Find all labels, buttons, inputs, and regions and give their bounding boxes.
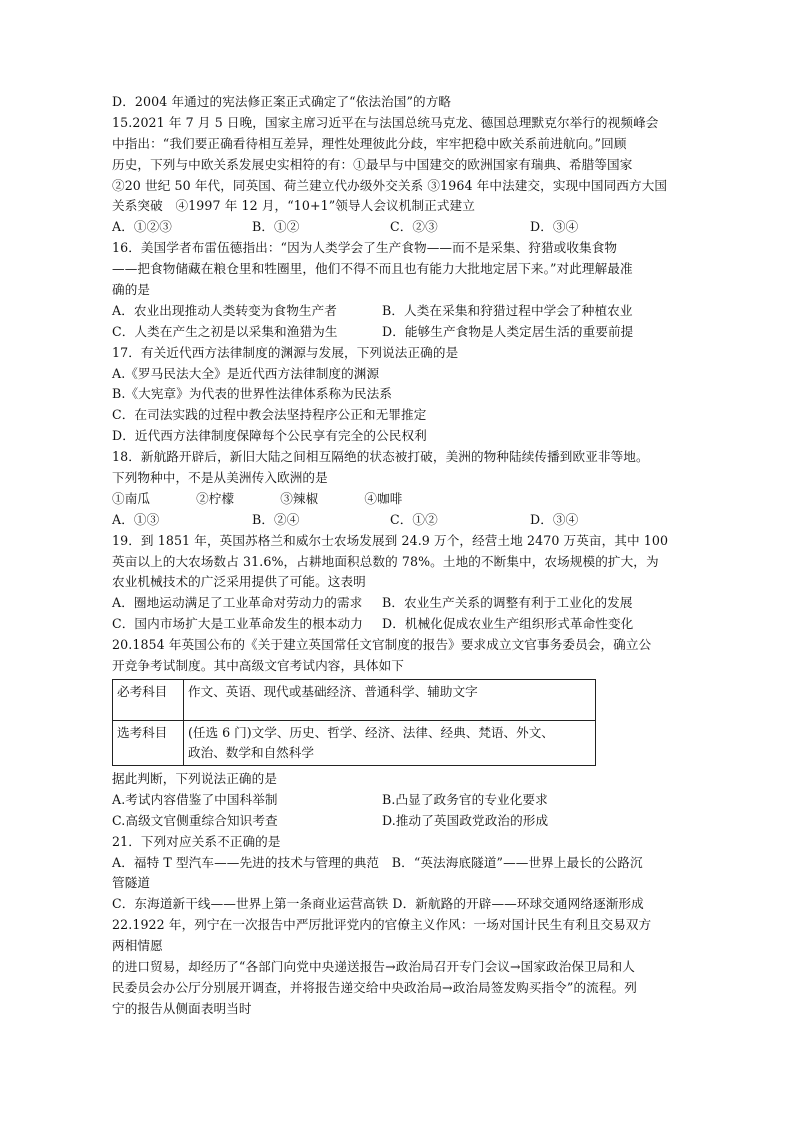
question-18 [112, 447, 702, 531]
question-20 [112, 635, 702, 831]
options-row [112, 614, 702, 635]
options-row [112, 510, 702, 531]
text-line: 民委员会办公厅分别展开调查，并将报告递交给中央政治局→政治局签发购买指令”的流程。列 [112, 979, 637, 995]
option-a: A.《罗马民法大全》是近代西方法律制度的渊源 [112, 365, 380, 381]
options-row [112, 811, 702, 832]
text-line: 下列物种中，不是从美洲传入欧洲的是 [112, 470, 328, 486]
question-17 [112, 343, 702, 447]
cell-line: 政治、数学和自然科学 [188, 744, 314, 760]
table-row [113, 679, 596, 720]
option-a: A．①③ [112, 511, 160, 527]
option-c: C.高级文官侧重综合知识考查 [112, 812, 278, 828]
text-line: 19．到 1851 年，英国苏格兰和威尔士农场发展到 24.9 万个，经营土地 2470 万英亩，其中 100 [112, 532, 669, 548]
question-19 [112, 531, 702, 635]
text-line: 历史，下列与中欧关系发展史实相符的有：①最早与中国建交的欧洲国家有瑞典、希腊等国家 [112, 156, 633, 172]
text-line: 据此判断，下列说法正确的是 [112, 770, 278, 786]
text-line: 17．有关近代西方法律制度的渊源与发展，下列说法正确的是 [112, 344, 459, 360]
text-line: 关系突破 ④1997 年 12 月，“10+1”领导人会议机制正式建立 [112, 198, 475, 214]
text-line: 21．下列对应关系不正确的是 [112, 833, 281, 849]
options-row [112, 301, 702, 322]
text-line: 中指出：“我们要正确看待相互差异，理性处理彼此分歧，牢牢把稳中欧关系前进航向。”回顾 [112, 135, 627, 151]
text-line: ②20 世纪 50 年代，同英国、荷兰建立代办级外交关系 ③1964 年中法建交，实现中国同西方大国 [112, 177, 668, 193]
option-b: B.《大宪章》为代表的世界性法律体系称为民法系 [112, 386, 393, 402]
text-line: 两相情愿 [112, 938, 163, 954]
option-b: B．农业生产关系的调整有利于工业化的发展 [382, 595, 633, 611]
table-cell: 必考科目 [113, 679, 184, 720]
text-line: D．2004 年通过的宪法修正案正式确定了“依法治国”的方略 [112, 94, 452, 109]
exam-subjects-table [112, 679, 596, 766]
option-a: A.考试内容借鉴了中国科举制 [112, 791, 278, 807]
text-line: A．福特 T 型汽车——先进的技术与管理的典范 B．“英法海底隧道”——世界上最长的公路沉 [112, 854, 643, 870]
table-cell [184, 720, 596, 765]
option-d: D．③④ [530, 511, 579, 527]
text-line: ——把食物储藏在粮仓里和牲圈里，他们不得不而且也有能力大批地定居下来。”对此理解最准 [112, 261, 633, 277]
options-row [112, 593, 702, 614]
text-line: 15.2021 年 7 月 5 日晚，国家主席习近平在与法国总统马克龙、德国总理默克尔举行的视频峰会 [112, 114, 659, 130]
option-a: A．圈地运动满足了工业革命对劳动力的需求 [112, 595, 363, 611]
text-line: 22.1922 年，列宁在一次报告中严厉批评党内的官僚主义作风：一场对国计民生有利且交易双方 [112, 917, 652, 933]
option-c: C．①② [390, 511, 438, 527]
text-line: C．东海道新干线——世界上第一条商业运营高铁 D．新航路的开辟——环球交通网络逐渐形成 [112, 896, 644, 912]
option-c: C．国内市场扩大是工业革命发生的根本动力 [112, 616, 363, 632]
option-c: C．在司法实践的过程中教会法坚持程序公正和无罪推定 [112, 407, 427, 423]
option-b: B．②④ [252, 511, 300, 527]
options-row [112, 217, 702, 238]
option-d: D．近代西方法律制度保障每个公民享有完全的公民权利 [112, 428, 427, 444]
option-c: C．人类在产生之初是以采集和渔猎为生 [112, 323, 338, 339]
option-b: B．人类在采集和狩猎过程中学会了种植农业 [382, 302, 633, 318]
option-d: D．能够生产食物是人类定居生活的重要前提 [382, 323, 634, 339]
option-d: D．③④ [530, 219, 579, 235]
options-row [112, 790, 702, 811]
options-row [112, 322, 702, 343]
items-row [112, 489, 702, 510]
text-line: 农业机械技术的广泛采用提供了可能。这表明 [112, 574, 366, 590]
table-cell: 选考科目 [113, 720, 184, 765]
item: ②柠檬 [196, 490, 235, 506]
option-a: A．①②③ [112, 219, 172, 235]
text-line: 确的是 [112, 282, 151, 298]
text-line: 管隧道 [112, 875, 151, 891]
text-line: 18．新航路开辟后，新旧大陆之间相互隔绝的状态被打破，美洲的物种陆续传播到欧亚非等地。 [112, 449, 649, 465]
text-line: 20.1854 年英国公布的《关于建立英国常任文官制度的报告》要求成立文官事务委员会，确立公 [112, 637, 652, 653]
option-b: B．①② [252, 219, 300, 235]
text-line: 的进口贸易，却经历了“各部门向党中央递送报告→政治局召开专门会议→国家政治保卫局和人 [112, 958, 635, 974]
question-16 [112, 238, 702, 342]
option-d: D．机械化促成农业生产组织形式革命性变化 [382, 616, 634, 632]
option-a: A．农业出现推动人类转变为食物生产者 [112, 302, 337, 318]
text-line: 开竞争考试制度。其中高级文官考试内容，具体如下 [112, 658, 404, 674]
table-row [113, 720, 596, 765]
question-22 [112, 915, 702, 1019]
text-line: 16．美国学者布雷伍德指出：“因为人类学会了生产食物——而不是采集、狩猎或收集食物 [112, 240, 618, 256]
question-15 [112, 113, 702, 238]
exam-page [112, 92, 702, 1020]
item: ④咖啡 [364, 490, 403, 506]
option-b: B.凸显了政务官的专业化要求 [382, 791, 548, 807]
question-21 [112, 832, 702, 916]
q14-tail [112, 92, 702, 113]
option-d: D.推动了英国政党政治的形成 [382, 812, 549, 828]
option-c: C．②③ [390, 219, 438, 235]
item: ①南瓜 [112, 490, 151, 506]
text-line: 宁的报告从侧面表明当时 [112, 1000, 252, 1016]
item: ③辣椒 [280, 490, 319, 506]
text-line: 英亩以上的大农场数占 31.6%，占耕地面积总数的 78%。土地的不断集中，农场规模的扩大，为 [112, 553, 659, 569]
table-cell: 作文、英语、现代或基础经济、普通科学、辅助文字 [184, 679, 596, 720]
cell-line: (任选 6 门)文学、历史、哲学、经济、法律、经典、梵语、外文、 [188, 724, 554, 740]
